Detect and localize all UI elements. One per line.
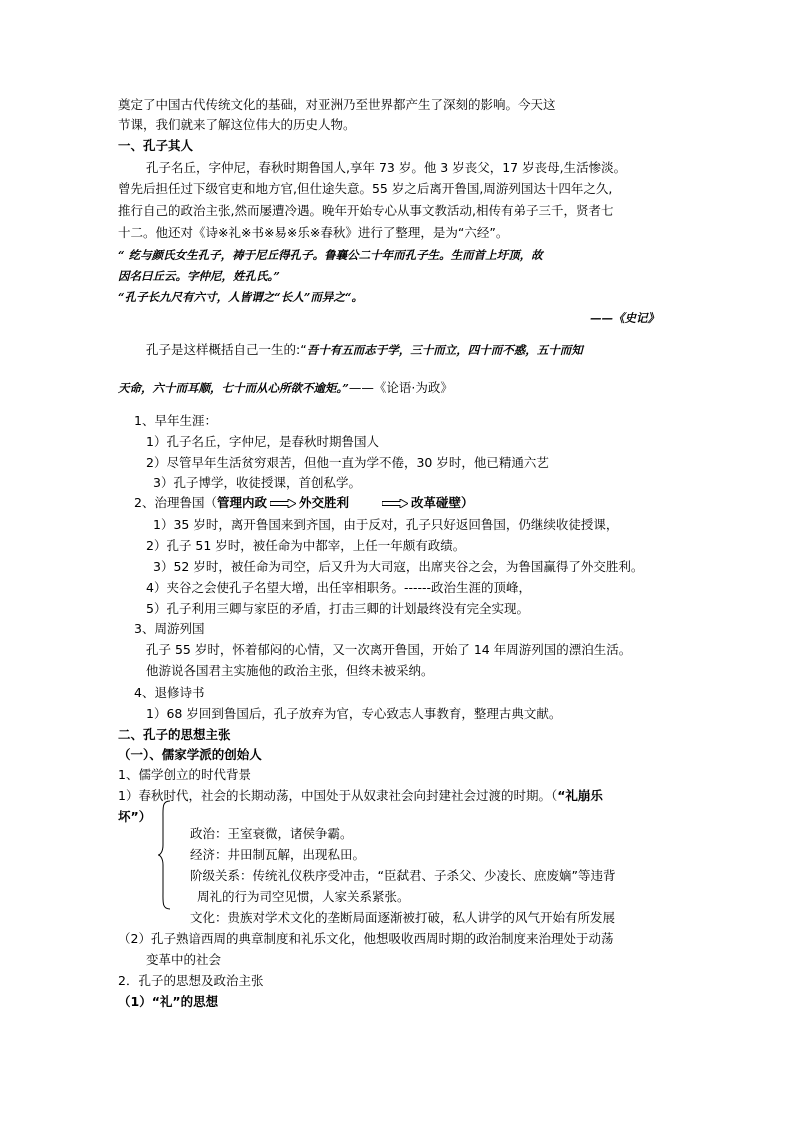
background-text: 1）春秋时代，社会的长期动荡，中国处于从奴隶社会向封建社会过渡的时期。（ bbox=[118, 788, 558, 803]
govern-heading bbox=[134, 494, 474, 512]
background-line-1 bbox=[118, 787, 603, 805]
retire-item-1: 1）68 岁回到鲁国后，孔子放弃为官，专心致志人事教育，整理古典文献。 bbox=[146, 706, 562, 721]
li-thought-heading: （1）“礼”的思想 bbox=[118, 994, 219, 1009]
bio-line-2: 曾先后担任过下级官吏和地方官,但仕途失意。55 岁之后离开鲁国,周游列国达十四年之久, bbox=[118, 181, 613, 196]
background-economy: 经济：井田制瓦解，出现私田。 bbox=[190, 847, 366, 862]
lunyu-quote-part-1: 吾十有五而志于学，三十而立，四十而不惑，五十而知 bbox=[306, 343, 583, 357]
shiji-quote-line-2: 因名曰丘云。字仲尼，姓孔氏。” bbox=[118, 269, 280, 283]
shiji-quote-3: “孔子长九尺有六寸，人皆谓之“长人”而异之“。 bbox=[118, 290, 363, 304]
left-brace-icon bbox=[157, 800, 171, 910]
early-life-heading: 1、早年生涯： bbox=[134, 413, 217, 428]
govern-item-3: 3）52 岁时，被任命为司空，后又升为大司寇，出席夹谷之会，为鲁国赢得了外交胜利。 bbox=[153, 559, 644, 574]
govern-item-5: 5）孔子利用三卿与家臣的矛盾，打击三卿的计划最终没有完全实现。 bbox=[146, 601, 529, 616]
background-politics: 政治：王室衰微，诸侯争霸。 bbox=[190, 826, 353, 841]
right-arrow-icon bbox=[382, 499, 408, 508]
lunyu-source: ——《论语·为政》 bbox=[348, 380, 453, 395]
lunyu-intro: 孔子是这样概括自己一生的:“ bbox=[146, 342, 307, 357]
li-beng-yue-huai-2: 坏”） bbox=[118, 809, 152, 824]
travel-line-1: 孔子 55 岁时，怀着郁闷的心情，又一次离开鲁国，开始了 14 年周游列国的漂泊生活。 bbox=[146, 642, 632, 657]
govern-step-reform: 改革碰壁） bbox=[411, 495, 474, 510]
govern-step-domestic: 管理内政 bbox=[216, 495, 267, 510]
point-2-line-1: （2）孔子熟谙西周的典章制度和礼乐文化，他想吸收西周时期的政治制度来治理处于动荡 bbox=[118, 931, 614, 946]
background-class-2: 周礼的行为司空见惯，人家关系紧张。 bbox=[197, 889, 410, 904]
quote-source-shiji: ——《史记》 bbox=[590, 311, 659, 325]
section-heading-thought: 二、孔子的思想主张 bbox=[118, 727, 231, 742]
confucian-founder-heading: （一）、儒家学派的创始人 bbox=[118, 747, 262, 762]
govern-heading-prefix: 2、治理鲁国（ bbox=[134, 495, 217, 510]
right-arrow-icon bbox=[270, 499, 296, 508]
background-culture: 文化：贵族对学术文化的垄断局面逐渐被打破，私人讲学的风气开始有所发展 bbox=[190, 910, 616, 925]
travel-heading: 3、周游列国 bbox=[134, 621, 205, 636]
lunyu-quote-part-2: 天命，六十而耳顺，七十而从心所欲不逾矩。” bbox=[118, 381, 349, 395]
govern-step-diplomacy: 外交胜利 bbox=[298, 495, 349, 510]
shiji-quote-line-1: “ 纥与颜氏女生孔子，祷于尼丘得孔子。鲁襄公二十年而孔子生。生而首上圩顶，故 bbox=[118, 248, 543, 262]
bio-line-1: 孔子名丘，字仲尼，春秋时期鲁国人,享年 73 岁。他 3 岁丧父，17 岁丧母,生活惨淡。 bbox=[146, 160, 627, 175]
travel-line-2: 他游说各国君主实施他的政治主张，但终未被采纳。 bbox=[146, 663, 434, 678]
govern-item-4: 4）夹谷之会使孔子名望大增，出任宰相职务。------政治生涯的顶峰， bbox=[146, 580, 532, 595]
li-beng-yue-huai-1: “礼崩乐 bbox=[557, 788, 603, 803]
govern-item-2: 2）孔子 51 岁时，被任命为中都宰，上任一年颇有政绩。 bbox=[146, 538, 466, 553]
background-heading: 1、儒学创立的时代背景 bbox=[118, 767, 251, 782]
bio-line-4: 十二。他还对《诗※礼※书※易※乐※春秋》进行了整理，是为“六经”。 bbox=[118, 225, 509, 240]
bio-line-3: 推行自己的政治主张,然而屡遭冷遇。晚年开始专心从事文教活动,相传有弟子三千，贤者七 bbox=[118, 203, 614, 218]
intro-line-1: 奠定了中国古代传统文化的基础，对亚洲乃至世界都产生了深刻的影响。今天这 bbox=[118, 97, 556, 112]
thought-heading: 2．孔子的思想及政治主张 bbox=[118, 973, 264, 988]
lunyu-summary-line-2 bbox=[118, 379, 453, 397]
lunyu-summary-line-1 bbox=[146, 341, 583, 359]
point-2-line-2: 变革中的社会 bbox=[146, 952, 222, 967]
retire-heading: 4、退修诗书 bbox=[134, 685, 205, 700]
early-life-item-3: 3）孔子博学，收徒授课，首创私学。 bbox=[153, 475, 361, 490]
background-class-1: 阶级关系：传统礼仪秩序受冲击，“臣弑君、子杀父、少凌长、庶废嫡”等违背 bbox=[190, 868, 616, 883]
intro-line-2: 节课，我们就来了解这位伟大的历史人物。 bbox=[118, 117, 356, 132]
section-heading-confucius: 一、孔子其人 bbox=[118, 138, 194, 153]
early-life-item-2: 2）尽管早年生活贫穷艰苦，但他一直为学不倦，30 岁时，他已精通六艺 bbox=[146, 455, 549, 470]
early-life-item-1: 1）孔子名丘，字仲尼，是春秋时期鲁国人 bbox=[146, 434, 379, 449]
govern-item-1: 1）35 岁时，离开鲁国来到齐国，由于反对，孔子只好返回鲁国，仍继续收徒授课， bbox=[153, 517, 619, 532]
